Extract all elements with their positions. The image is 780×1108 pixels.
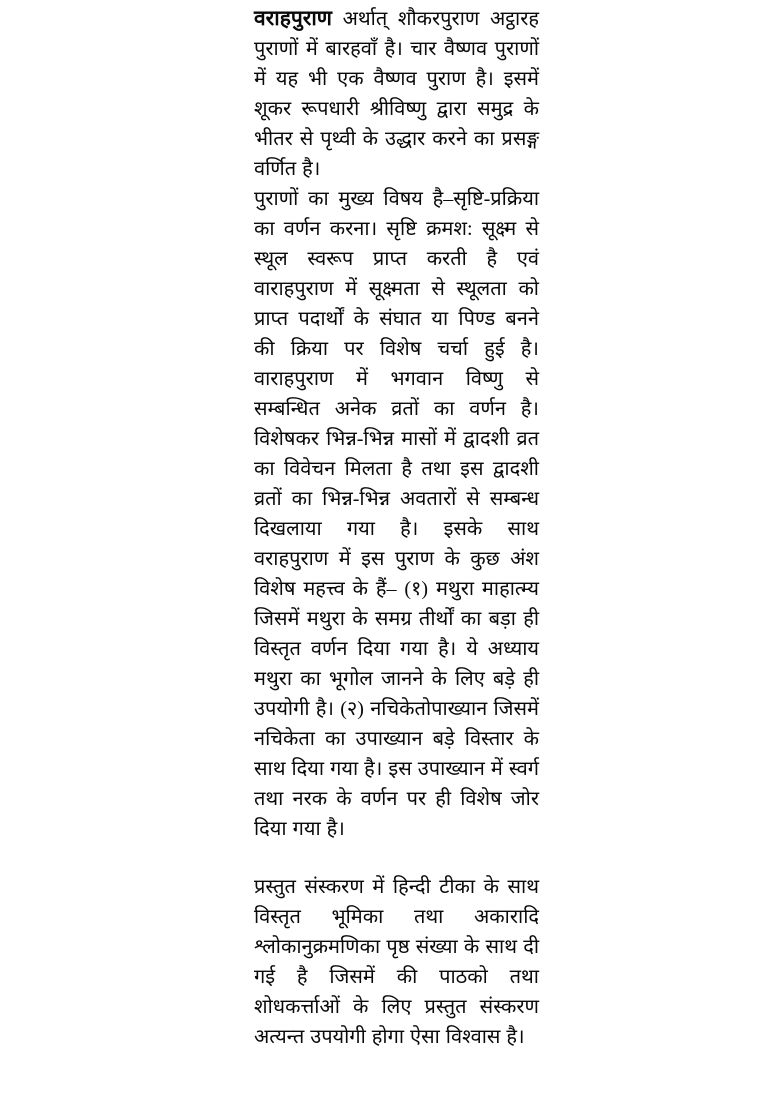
paragraph-edition-note: प्रस्तुत संस्करण में हिन्दी टीका के साथ विस्तृत भूमिका तथा अकारादि श्लोकानुक्रमणिका पृष्ठ संख्या के साथ दी गई है जिसमें की पाठको तथा शोधकर्त्ताओं के लिए प्रस्तुत संस्करण अत्यन्त उपयोगी होगा ऐसा विश्वास है।: [254, 876, 539, 1048]
paragraph-intro: [254, 3, 539, 184]
text-column: [254, 3, 539, 1052]
lead-word-title: वराहपुराण: [254, 6, 332, 30]
paragraph-main: पुराणों का मुख्य विषय है–सृष्टि-प्रक्रिया का वर्णन करना। सृष्टि क्रमश: सूक्ष्म से स्थूल स्वरूप प्राप्त करती है एवं वाराहपुराण में सूक्ष्मता से स्थूलता को प्राप्त पदार्थों के संघात या पिण्ड बनने की क्रिया पर विशेष चर्चा हुई है। वाराहपुराण में भगवान विष्णु से सम्बन्धित अनेक व्रतों का वर्णन है। विशेषकर भिन्न-भिन्न मासों में द्वादशी व्रत का विवेचन मिलता है तथा इस द्वादशी व्रतों का भिन्न-भिन्न अवतारों से सम्बन्ध दिखलाया गया है। इसके साथ वराहपुराण में इस पुराण के कुछ अंश विशेष महत्त्व के हैं– (१) मथुरा माहात्म्य जिसमें मथुरा के समग्र तीर्थों का बड़ा ही विस्तृत वर्णन दिया गया है। ये अध्याय मथुरा का भूगोल जानने के लिए बड़े ही उपयोगी है। (२) नचिकेतोपाख्यान जिसमें नचिकेता का उपाख्यान बड़े विस्तार के साथ दिया गया है। इस उपाख्यान में स्वर्ग तथा नरक के वर्णन पर ही विशेष जोर दिया गया है।: [254, 188, 539, 840]
paragraph-intro-text: अर्थात् शौकरपुराण अट्ठारह पुराणों में बारहवाँ है। चार वैष्णव पुराणों में यह भी एक वैष्णव पुराण है। इसमें शूकर रूपधारी श्रीविष्णु द्वारा समुद्र के भीतर से पृथ्वी के उद्धार करने का प्रसङ्ग वर्णित है।: [254, 8, 539, 180]
